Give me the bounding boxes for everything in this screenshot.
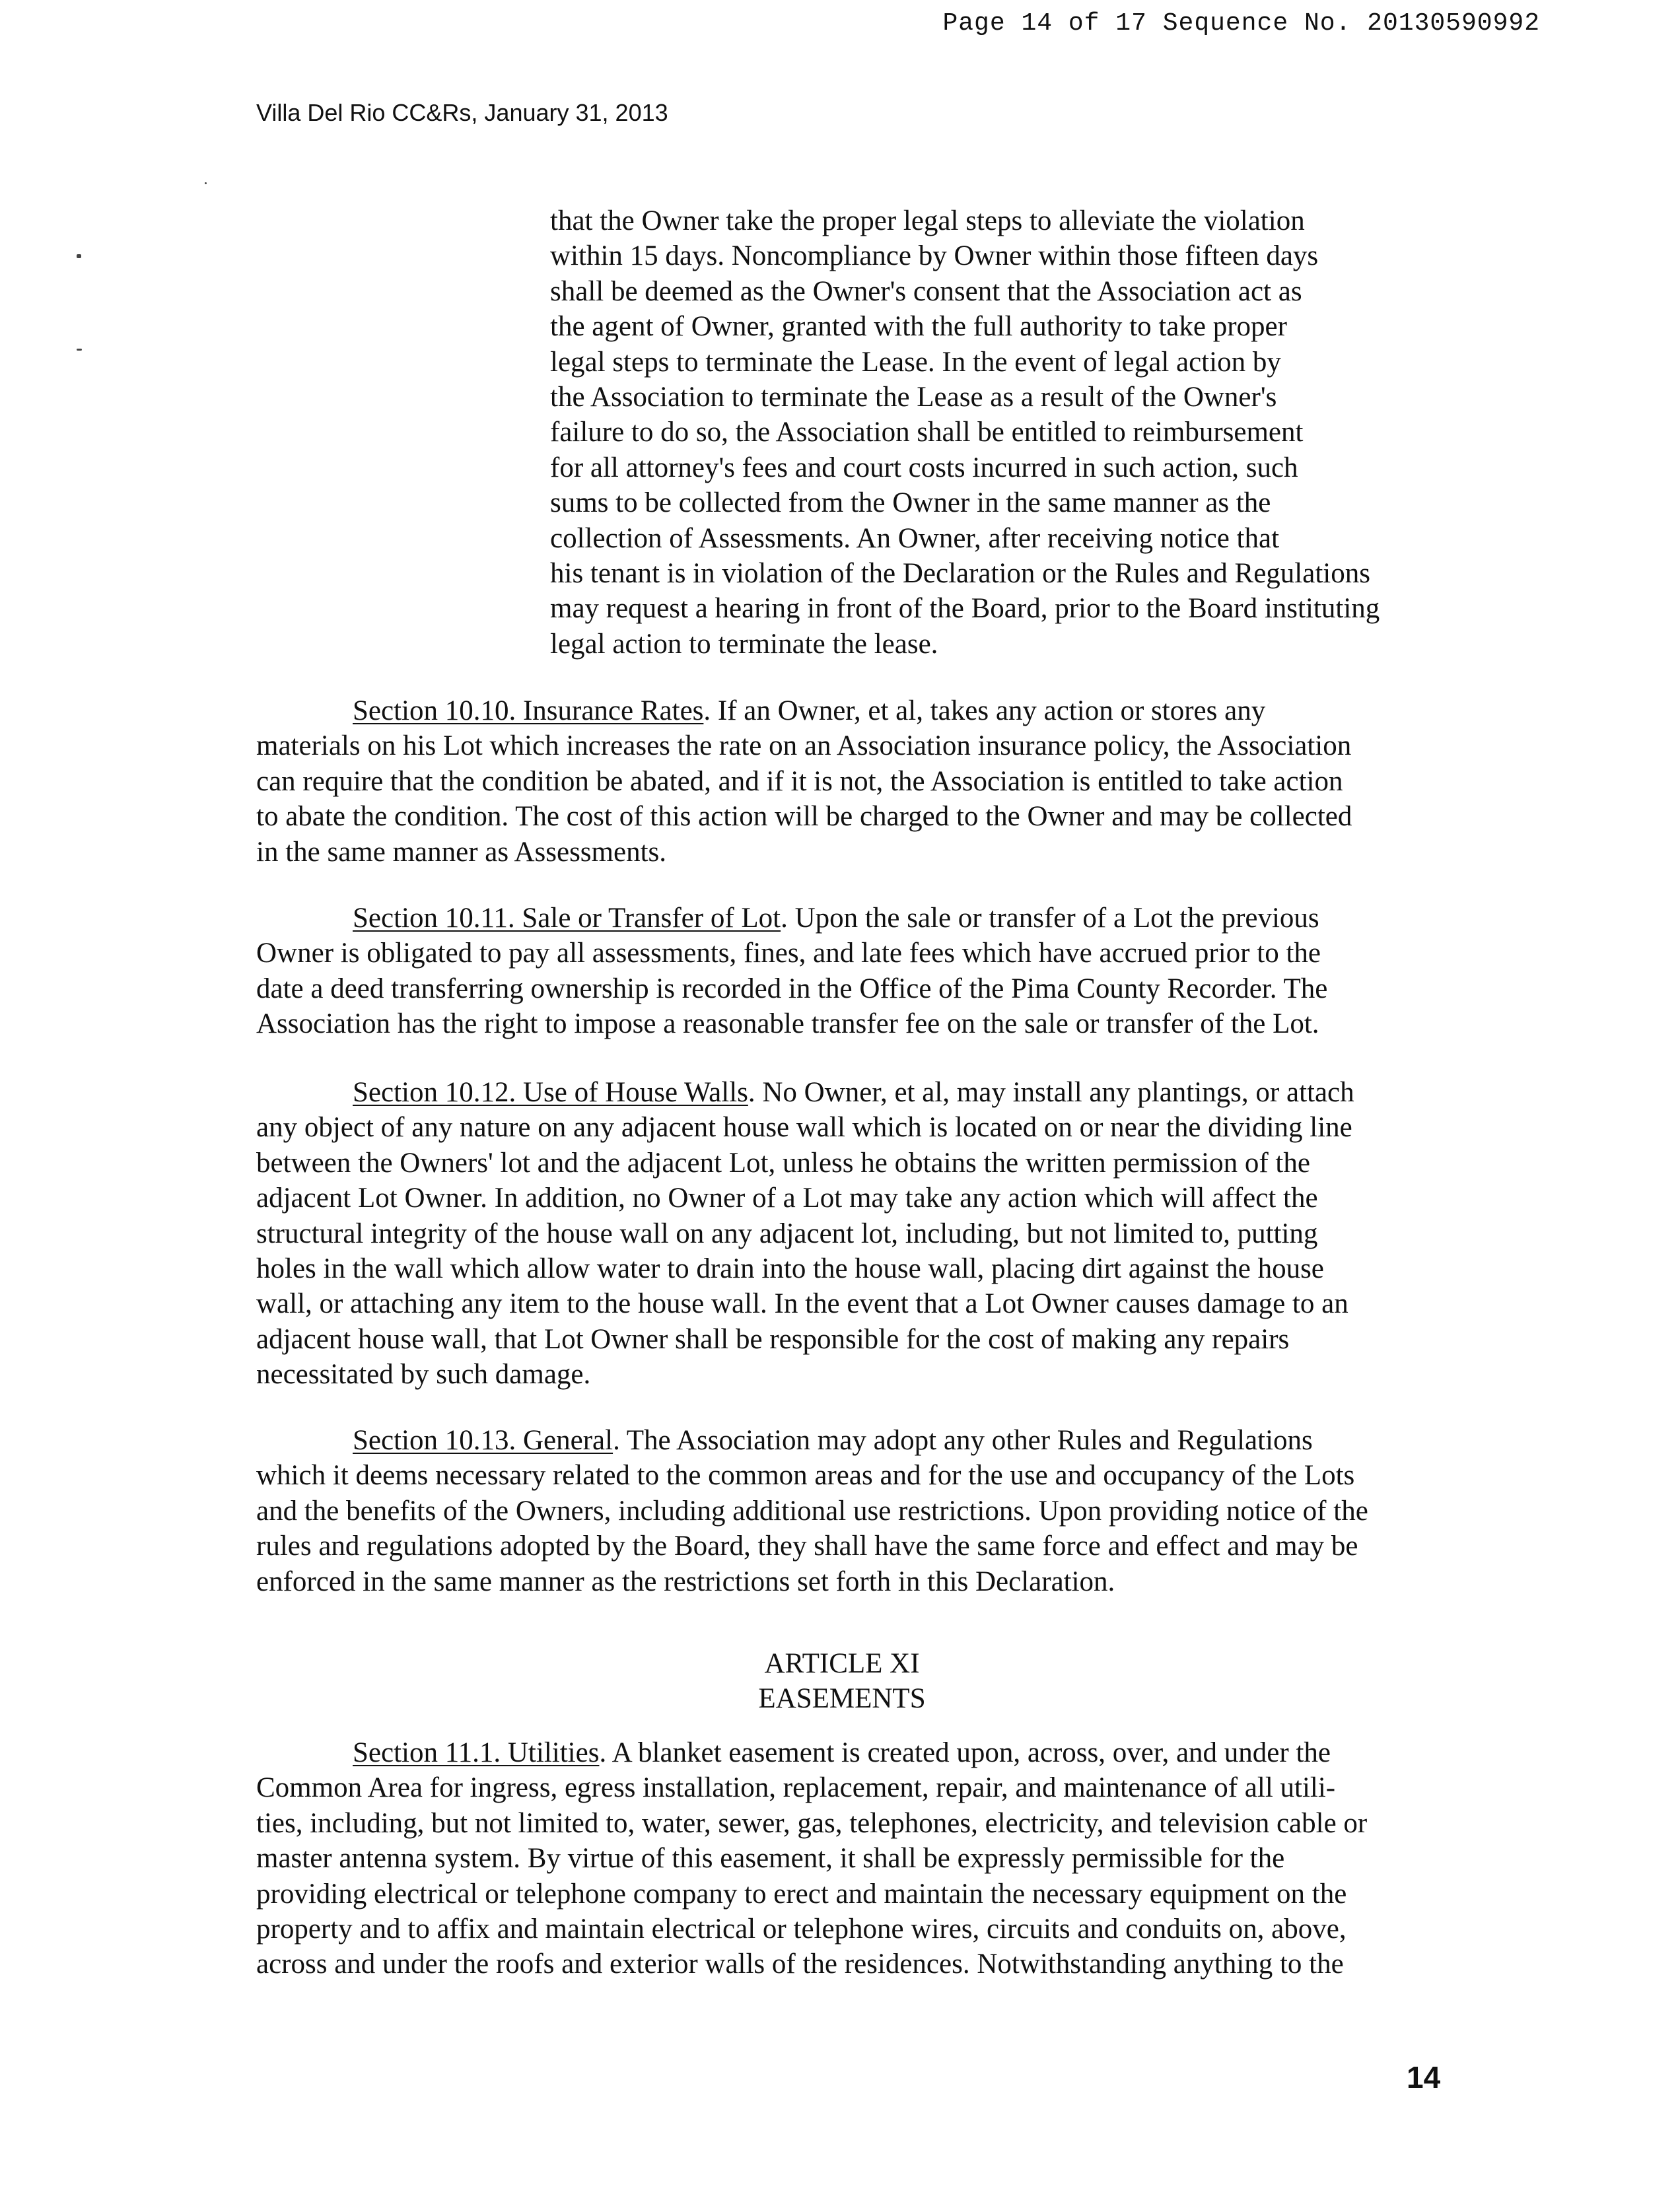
text-line: his tenant is in violation of the Declaration or the Rules and Regulations [550, 558, 1370, 590]
section-first-line [256, 901, 1445, 936]
text-line: Common Area for ingress, egress installation, replacement, repair, and maintenance of all utili- [256, 1772, 1336, 1804]
text-line: providing electrical or telephone company to erect and maintain the necessary equipment on the [256, 1878, 1347, 1910]
text-line: that the Owner take the proper legal steps to alleviate the violation [550, 205, 1305, 236]
text-line: for all attorney's fees and court costs incurred in such action, such [550, 452, 1298, 483]
section-heading: Section 10.13. General [353, 1425, 613, 1456]
scan-speck [77, 254, 81, 258]
text-line: in the same manner as Assessments. [256, 836, 667, 868]
text-line: structural integrity of the house wall on any adjacent lot, including, but not limited to, putting [256, 1218, 1318, 1249]
text-line: which it deems necessary related to the common areas and for the use and occupancy of the Lots [256, 1460, 1355, 1492]
section-heading: Section 10.11. Sale or Transfer of Lot [353, 903, 781, 934]
text-line: sums to be collected from the Owner in the same manner as the [550, 487, 1271, 519]
text-run: . No Owner, et al, may install any plantings, or attach [748, 1077, 1354, 1108]
running-header: Villa Del Rio CC&Rs, January 31, 2013 [256, 99, 668, 126]
section-11-1 [256, 1735, 1445, 1982]
text-run: . Upon the sale or transfer of a Lot the previous [781, 903, 1319, 934]
text-line: necessitated by such damage. [256, 1359, 591, 1391]
text-line: within 15 days. Noncompliance by Owner within those fifteen days [550, 240, 1319, 272]
text-line: Association has the right to impose a reasonable transfer fee on the sale or transfer of the Lot. [256, 1008, 1319, 1040]
text-line: adjacent house wall, that Lot Owner shall be responsible for the cost of making any repairs [256, 1323, 1290, 1355]
article-heading [660, 1646, 1024, 1717]
article-title: EASEMENTS [758, 1683, 926, 1715]
text-line: property and to affix and maintain electrical or telephone wires, circuits and conduits on, above, [256, 1914, 1347, 1945]
text-line: Owner is obligated to pay all assessments, fines, and late fees which have accrued prior to the [256, 938, 1321, 969]
text-run: . If an Owner, et al, takes any action or stores any [703, 695, 1266, 726]
text-line: across and under the roofs and exterior walls of the residences. Notwithstanding anything to the [256, 1949, 1344, 1980]
text-run: . The Association may adopt any other Rules and Regulations [613, 1425, 1313, 1456]
article-number: ARTICLE XI [764, 1648, 920, 1679]
text-line: master antenna system. By virtue of this easement, it shall be expressly permissible for the [256, 1843, 1285, 1875]
section-10-11 [256, 901, 1445, 1042]
text-line: enforced in the same manner as the restrictions set forth in this Declaration. [256, 1566, 1115, 1597]
section-10-12 [256, 1075, 1445, 1393]
text-line: to abate the condition. The cost of this action will be charged to the Owner and may be collected [256, 801, 1352, 833]
text-line: shall be deemed as the Owner's consent that the Association act as [550, 275, 1302, 307]
text-run: . A blanket easement is created upon, across, over, and under the [599, 1737, 1331, 1768]
text-line: legal action to terminate the lease. [550, 628, 938, 660]
text-line: adjacent Lot Owner. In addition, no Owner of a Lot may take any action which will affect the [256, 1183, 1318, 1214]
recording-stamp: Page 14 of 17 Sequence No. 20130590992 [942, 9, 1540, 38]
text-line: materials on his Lot which increases the rate on an Association insurance policy, the Association [256, 730, 1352, 762]
text-line: date a deed transferring ownership is recorded in the Office of the Pima County Recorder. The [256, 973, 1328, 1004]
continued-paragraph [550, 203, 1488, 662]
page-number: 14 [1407, 2060, 1441, 2094]
section-first-line [256, 693, 1445, 728]
text-line: and the benefits of the Owners, including additional use restrictions. Upon providing notice of the [256, 1495, 1368, 1527]
text-line: rules and regulations adopted by the Board, they shall have the same force and effect and may be [256, 1531, 1358, 1562]
text-line: collection of Assessments. An Owner, after receiving notice that [550, 522, 1280, 554]
text-line: any object of any nature on any adjacent house wall which is located on or near the dividing line [256, 1112, 1352, 1144]
text-line: the Association to terminate the Lease as a result of the Owner's [550, 382, 1277, 413]
text-line: can require that the condition be abated, and if it is not, the Association is entitled to take action [256, 765, 1343, 797]
text-line: the agent of Owner, granted with the full authority to take proper [550, 311, 1287, 343]
section-first-line [256, 1423, 1445, 1458]
text-line: wall, or attaching any item to the house wall. In the event that a Lot Owner causes damage to an [256, 1288, 1348, 1320]
section-heading: Section 11.1. Utilities [353, 1737, 600, 1768]
text-line: between the Owners' lot and the adjacent Lot, unless he obtains the written permission of the [256, 1147, 1310, 1179]
scan-speck [205, 182, 207, 184]
section-10-13 [256, 1423, 1445, 1599]
section-first-line [256, 1735, 1445, 1770]
section-heading: Section 10.10. Insurance Rates [353, 695, 704, 726]
scan-speck [77, 349, 82, 351]
section-first-line [256, 1075, 1445, 1110]
text-line: ties, including, but not limited to, water, sewer, gas, telephones, electricity, and television cable or [256, 1807, 1368, 1839]
text-line: may request a hearing in front of the Board, prior to the Board instituting [550, 593, 1380, 625]
text-line: holes in the wall which allow water to drain into the house wall, placing dirt against the house [256, 1253, 1324, 1285]
text-line: legal steps to terminate the Lease. In the event of legal action by [550, 346, 1281, 378]
text-line: failure to do so, the Association shall be entitled to reimbursement [550, 417, 1304, 448]
section-heading: Section 10.12. Use of House Walls [353, 1077, 748, 1108]
section-10-10 [256, 693, 1445, 870]
